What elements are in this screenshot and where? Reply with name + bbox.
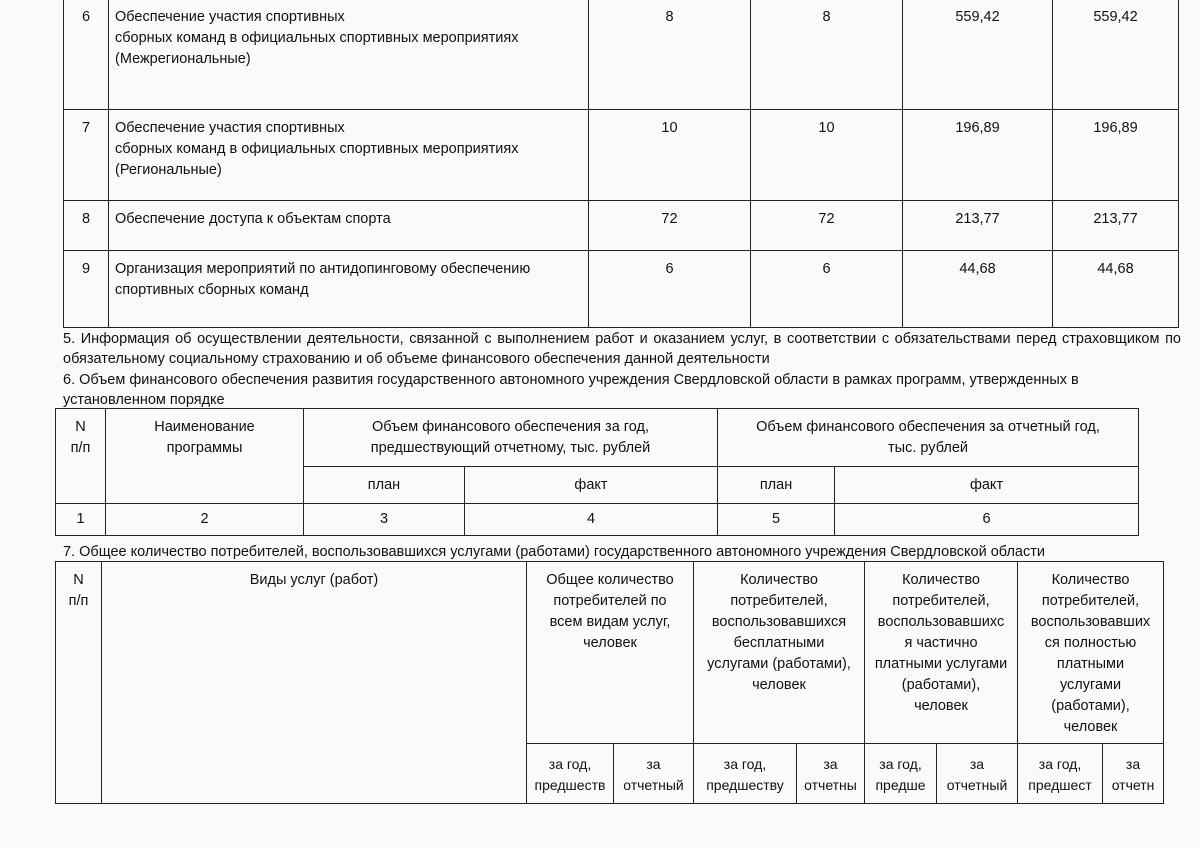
service-name: Обеспечение доступа к объектам спорта bbox=[109, 201, 589, 251]
table-row bbox=[64, 201, 1179, 251]
plan-sum: 196,89 bbox=[903, 110, 1053, 201]
plan-sum: 559,42 bbox=[903, 0, 1053, 110]
fact-sum: 559,42 bbox=[1053, 0, 1179, 110]
consumers-table bbox=[55, 561, 1164, 804]
index-cell: 1 bbox=[56, 504, 106, 536]
row-number: 9 bbox=[64, 251, 109, 328]
subheader-current-year: за отчетный bbox=[937, 744, 1018, 804]
row-number: 8 bbox=[64, 201, 109, 251]
header-fact-curr: факт bbox=[835, 467, 1139, 504]
plan-sum: 44,68 bbox=[903, 251, 1053, 328]
section-7-text: 7. Общее количество потребителей, воспользовавшихся услугами (работами) государственного автономного учреждения Свердловской области bbox=[63, 544, 1045, 560]
index-cell: 2 bbox=[106, 504, 304, 536]
subheader-current-year: за отчетный bbox=[614, 744, 694, 804]
plan-sum: 213,77 bbox=[903, 201, 1053, 251]
table-row bbox=[64, 251, 1179, 328]
service-name: Обеспечение участия спортивных сборных команд в официальных спортивных мероприятиях (Межрегиональные) bbox=[109, 0, 589, 110]
subheader-prev-year: за год, предше bbox=[865, 744, 937, 804]
fact-count: 10 bbox=[751, 110, 903, 201]
index-cell: 6 bbox=[835, 504, 1139, 536]
subheader-prev-year: за год, предшеству bbox=[694, 744, 797, 804]
table-row bbox=[64, 0, 1179, 110]
header-plan-curr: план bbox=[718, 467, 835, 504]
header-partial-paid-consumers: Количество потребителей, воспользовавшихс я частично платными услугами (работами), человек bbox=[865, 562, 1018, 744]
plan-count: 8 bbox=[589, 0, 751, 110]
index-cell: 4 bbox=[465, 504, 718, 536]
header-current-year: Объем финансового обеспечения за отчетный год, тыс. рублей bbox=[718, 409, 1139, 467]
header-fact-prev: факт bbox=[465, 467, 718, 504]
subheader-prev-year: за год, предшест bbox=[1018, 744, 1103, 804]
row-number: 6 bbox=[64, 0, 109, 110]
fact-sum: 213,77 bbox=[1053, 201, 1179, 251]
subheader-prev-year: за год, предшеств bbox=[527, 744, 614, 804]
index-cell: 3 bbox=[304, 504, 465, 536]
header-service-kinds: Виды услуг (работ) bbox=[102, 562, 527, 804]
section-6-text: 6. Объем финансового обеспечения развития государственного автономного учреждения Свердловской области в рамках программ, утвержденных в установленном порядке bbox=[63, 372, 1079, 408]
header-num: N п/п bbox=[56, 562, 102, 804]
plan-count: 10 bbox=[589, 110, 751, 201]
header-plan-prev: план bbox=[304, 467, 465, 504]
index-cell: 5 bbox=[718, 504, 835, 536]
services-table bbox=[63, 0, 1179, 328]
program-funding-table bbox=[55, 408, 1139, 536]
fact-sum: 196,89 bbox=[1053, 110, 1179, 201]
header-program-name: Наименование программы bbox=[106, 409, 304, 504]
header-free-consumers: Количество потребителей, воспользовавшихся бесплатными услугами (работами), человек bbox=[694, 562, 865, 744]
header-total-consumers: Общее количество потребителей по всем видам услуг, человек bbox=[527, 562, 694, 744]
header-full-paid-consumers: Количество потребителей, воспользовавших ся полностью платными услугами (работами), человек bbox=[1018, 562, 1164, 744]
row-number: 7 bbox=[64, 110, 109, 201]
service-name: Организация мероприятий по антидопинговому обеспечению спортивных сборных команд bbox=[109, 251, 589, 328]
header-num: N п/п bbox=[56, 409, 106, 504]
fact-count: 8 bbox=[751, 0, 903, 110]
fact-count: 6 bbox=[751, 251, 903, 328]
header-prev-year: Объем финансового обеспечения за год, предшествующий отчетному, тыс. рублей bbox=[304, 409, 718, 467]
section-5-text: 5. Информация об осуществлении деятельности, связанной с выполнением работ и оказанием услуг, в соответствии с обязательствами перед страховщиком по обязательному социальному страхованию и об объеме финансового обеспечения данной деятельности bbox=[63, 331, 1181, 367]
table-row bbox=[64, 110, 1179, 201]
fact-sum: 44,68 bbox=[1053, 251, 1179, 328]
plan-count: 6 bbox=[589, 251, 751, 328]
fact-count: 72 bbox=[751, 201, 903, 251]
service-name: Обеспечение участия спортивных сборных команд в официальных спортивных мероприятиях (Региональные) bbox=[109, 110, 589, 201]
subheader-current-year: за отчетн bbox=[1103, 744, 1164, 804]
column-index-row bbox=[56, 504, 1139, 536]
plan-count: 72 bbox=[589, 201, 751, 251]
subheader-current-year: за отчетны bbox=[797, 744, 865, 804]
